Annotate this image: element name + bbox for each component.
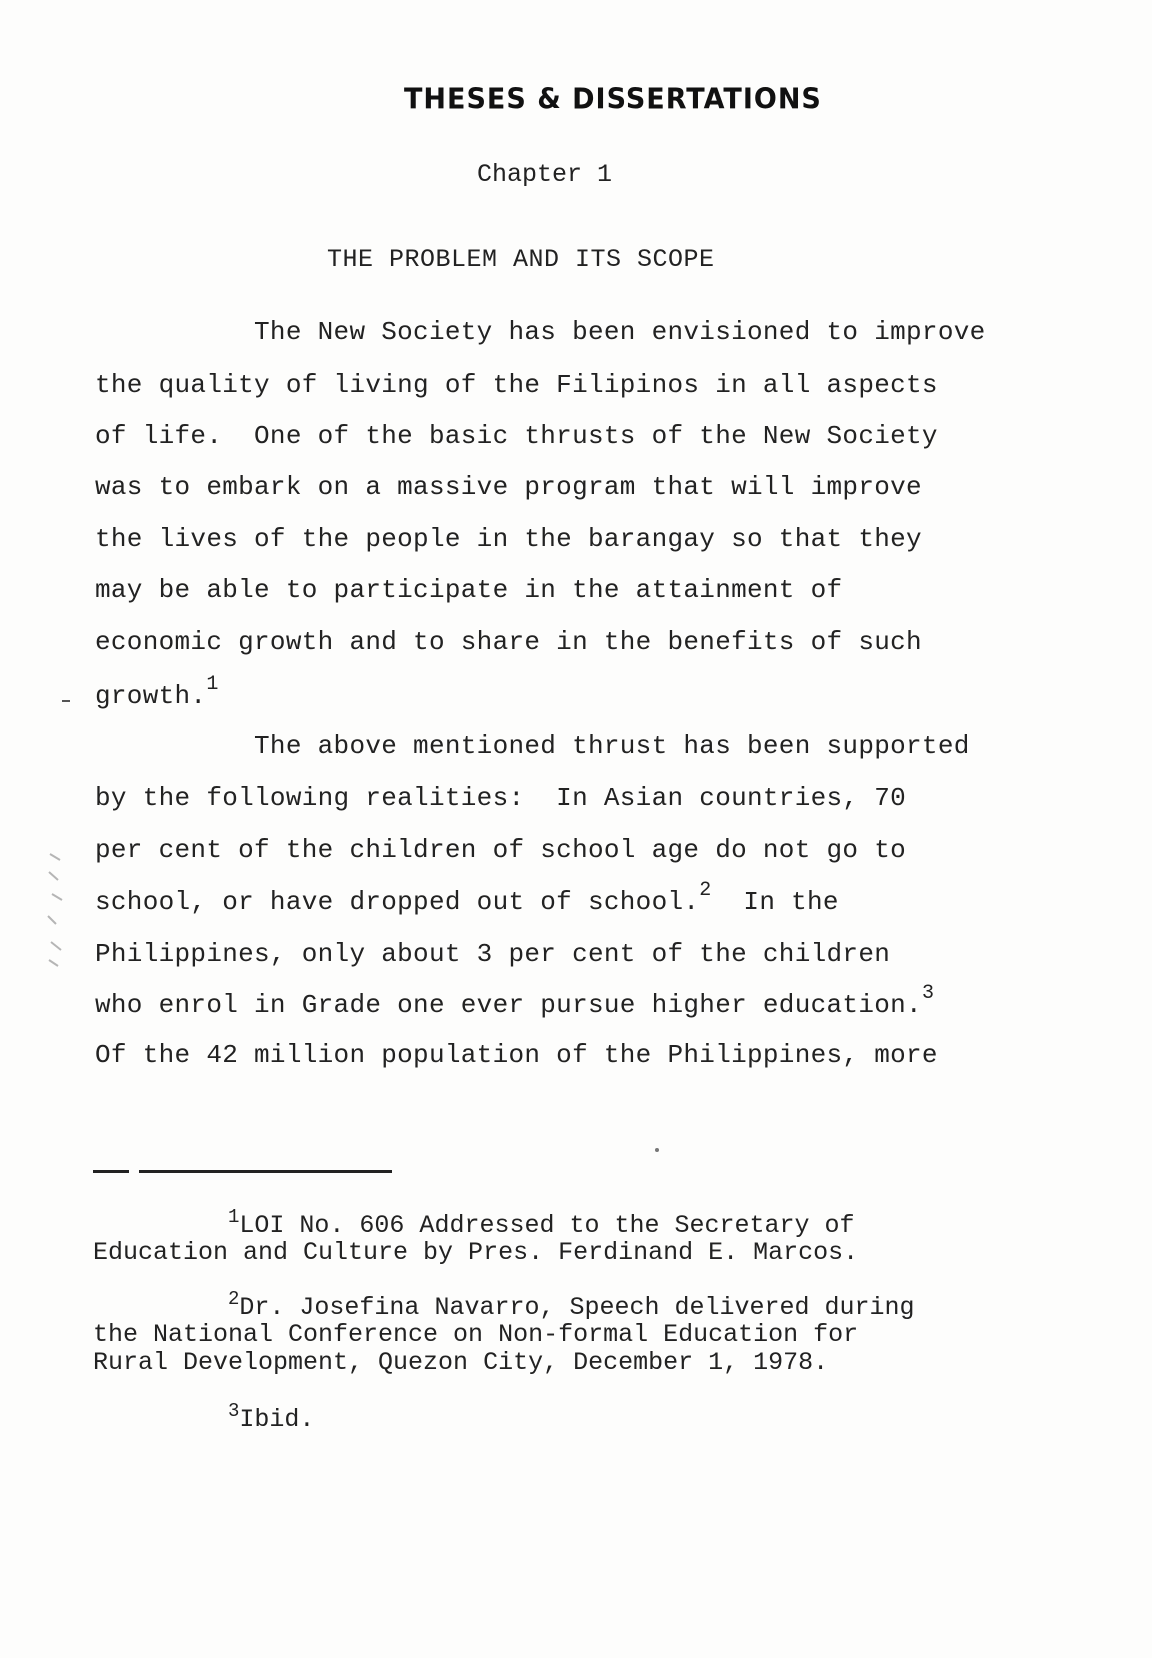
body-line: the quality of living of the Filipinos in all aspects	[95, 370, 938, 400]
footnote-1-cont: Education and Culture by Pres. Ferdinand E. Marcos.	[93, 1238, 859, 1267]
footnote-rule	[139, 1170, 392, 1173]
collection-stamp: THESES & DISSERTATIONS	[404, 83, 822, 116]
footnote-text: LOI No. 606 Addressed to the Secretary of	[239, 1211, 855, 1240]
body-line: per cent of the children of school age do not go to	[95, 835, 907, 865]
body-text: In the	[711, 887, 839, 917]
stray-mark	[655, 1148, 659, 1152]
body-line: Philippines, only about 3 per cent of the children	[95, 939, 891, 969]
body-line: economic growth and to share in the benefits of such	[95, 627, 922, 657]
body-line: The New Society has been envisioned to improve	[95, 317, 986, 347]
footnote-1	[228, 1206, 855, 1240]
body-line	[95, 982, 935, 1020]
footnote-rule	[93, 1170, 129, 1173]
body-line: The above mentioned thrust has been supported	[95, 731, 970, 761]
footnote-ref: 2	[699, 879, 712, 902]
margin-mark	[62, 700, 70, 702]
body-line	[95, 673, 219, 711]
footnote-number: 1	[228, 1206, 240, 1228]
footnote-text: Ibid.	[239, 1405, 315, 1434]
body-line: may be able to participate in the attainment of	[95, 575, 843, 605]
chapter-heading: Chapter 1	[477, 160, 613, 189]
margin-smudge	[46, 850, 66, 970]
body-line	[95, 879, 839, 917]
footnote-2-cont: the National Conference on Non-formal Education for	[93, 1320, 859, 1349]
footnote-2-cont: Rural Development, Quezon City, December 1, 1978.	[93, 1348, 829, 1377]
footnote-ref: 1	[206, 673, 219, 696]
footnote-number: 2	[228, 1288, 240, 1310]
body-line: the lives of the people in the barangay so that they	[95, 524, 922, 554]
footnote-2	[228, 1288, 915, 1322]
body-line: by the following realities: In Asian countries, 70	[95, 783, 907, 813]
body-line: was to embark on a massive program that will improve	[95, 472, 922, 502]
footnote-number: 3	[228, 1400, 240, 1422]
footnote-ref: 3	[921, 982, 935, 1005]
body-text: who enrol in Grade one ever pursue higher education.	[95, 990, 922, 1020]
section-title: THE PROBLEM AND ITS SCOPE	[327, 245, 715, 274]
body-text: growth.	[95, 681, 207, 711]
footnote-3	[228, 1400, 315, 1434]
body-line: of life. One of the basic thrusts of the New Society	[95, 421, 938, 451]
body-text: school, or have dropped out of school.	[95, 887, 700, 917]
footnote-text: Dr. Josefina Navarro, Speech delivered during	[239, 1293, 915, 1322]
body-line: Of the 42 million population of the Philippines, more	[95, 1040, 938, 1070]
